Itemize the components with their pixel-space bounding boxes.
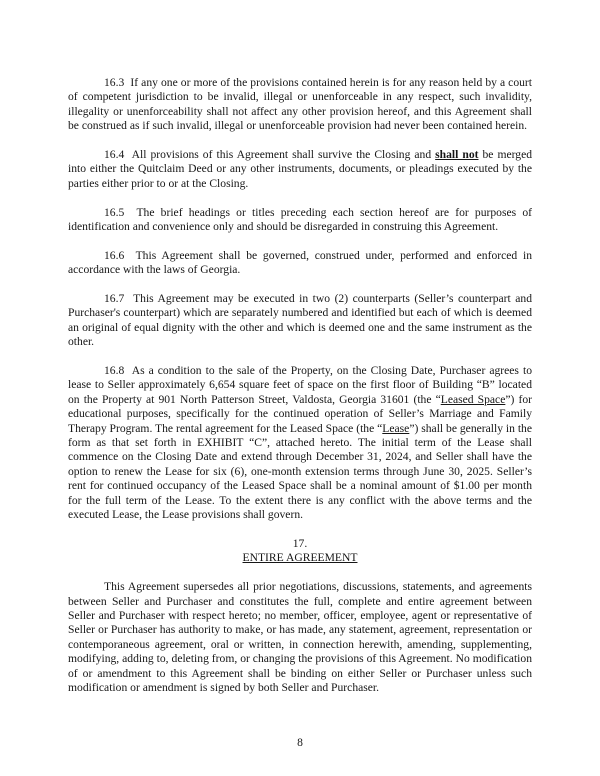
text-segment: 16.8 As a condition to the sale of the Property, on the Closing Date, Purchaser agrees to lease to Seller approximately 6,654 square feet of space on the first floor of Building “B” located on the Property at 901 North Patterson Street, Valdosta, Georgia 31601 (the “ — [68, 364, 532, 406]
section-number: 17. — [292, 536, 308, 550]
text-segment: be merged into either the Quitclaim Deed or any other instruments, documents, or pleadings executed by the parties either prior to or at the Closing. — [68, 148, 533, 190]
paragraph-entire-agreement — [68, 580, 532, 695]
text-segment: Lease — [382, 421, 410, 435]
paragraph-16-5 — [68, 206, 532, 235]
text-segment: ”) for educational purposes, specifically for the continued operation of Seller’s Marriage and Family Therapy Program. The rental agreement for the Leased Space (the “ — [68, 392, 532, 435]
text-segment: This Agreement supersedes all prior negotiations, discussions, statements, and agreements between Seller and Purchaser and constitutes the full, complete and entire agreement between Seller and Purchaser with respect hereto; no member, officer, employee, agent or representative of Seller or Purchaser has authority to make, or has made, any statement, agreement, representation or contemporaneous agreement, oral or written, in connection herewith, amending, supplementing, modifying, adding to, deleting from, or changing the provisions of this Agreement. No modification of or amendment to this Agreement shall be binding on either Seller or Purchaser unless such modification or amendment is signed by both Seller and Purchaser. — [68, 580, 532, 694]
text-segment: 16.7 This Agreement may be executed in two (2) counterparts (Seller’s counterpart and Purchaser's counterpart) which are separately numbered and identified but each of which is deemed an original of equal dignity with the other and which is deemed one and the same instrument as the other. — [68, 292, 532, 349]
text-segment: Leased Space — [440, 392, 506, 406]
text-segment: shall not — [435, 148, 479, 162]
paragraph-16-3 — [68, 76, 532, 134]
section-heading — [68, 537, 532, 566]
paragraph-16-4 — [68, 148, 532, 191]
section-title: ENTIRE AGREEMENT — [242, 551, 358, 565]
paragraph-16-7 — [68, 292, 532, 350]
paragraph-16-6 — [68, 249, 532, 278]
paragraph-16-8 — [68, 364, 532, 522]
text-segment: ”) shall be generally in the form as that set forth in EXHIBIT “C”, attached hereto. The initial term of the Lease shall commence on the Closing Date and extend through December 31, 2024, and Seller shall have the option to renew the Lease for six (6), one-month extension terms through June 30, 2025. Seller’s rent for continued occupancy of the Leased Space shall be a nominal amount of $1.00 per month for the full term of the Lease. To the extent there is any conflict with the above terms and the executed Lease, the Lease provisions shall govern. — [68, 421, 532, 522]
page-number: 8 — [297, 735, 303, 749]
text-segment: 16.4 All provisions of this Agreement shall survive the Closing and — [104, 148, 436, 162]
text-segment: 16.5 The brief headings or titles preceding each section hereof are for purposes of identification and convenience only and should be disregarded in construing this Agreement. — [68, 205, 532, 234]
text-segment: 16.3 If any one or more of the provisions contained herein is for any reason held by a court of competent jurisdiction to be invalid, illegal or unenforceable in any respect, such invalidity, illegality or unenforceability shall not affect any other provision hereof, and this Agreement shall be construed as if such invalid, illegal or unenforceable provision had never been contained herein. — [68, 76, 532, 133]
text-segment: 16.6 This Agreement shall be governed, construed under, performed and enforced in accordance with the laws of Georgia. — [68, 248, 532, 277]
